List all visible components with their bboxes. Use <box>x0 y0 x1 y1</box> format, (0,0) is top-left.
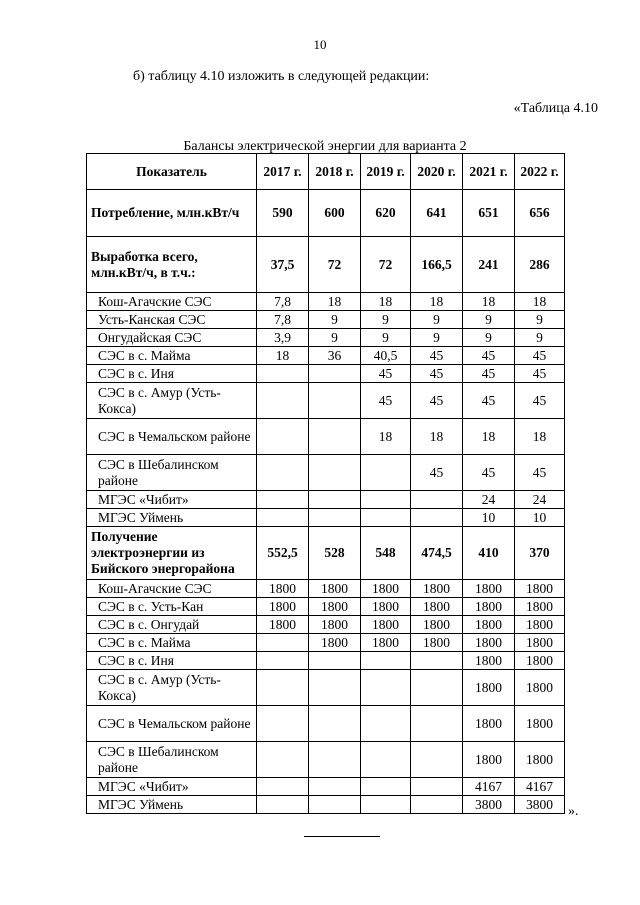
value-cell: 9 <box>411 311 463 329</box>
table-row <box>87 509 565 527</box>
value-cell: 1800 <box>309 634 361 652</box>
value-cell: 620 <box>361 190 411 237</box>
table-row <box>87 419 565 455</box>
value-cell: 1800 <box>515 670 565 706</box>
value-cell <box>361 796 411 814</box>
value-cell: 45 <box>463 455 515 491</box>
value-cell <box>257 383 309 419</box>
header-cell: 2021 г. <box>463 154 515 190</box>
table-row <box>87 706 565 742</box>
value-cell: 474,5 <box>411 527 463 580</box>
row-label: Кош-Агачские СЭС <box>87 580 257 598</box>
row-label: Потребление, млн.кВт/ч <box>87 190 257 237</box>
value-cell: 9 <box>463 329 515 347</box>
row-label: МГЭС Уймень <box>87 796 257 814</box>
value-cell: 9 <box>515 311 565 329</box>
value-cell: 1800 <box>463 670 515 706</box>
value-cell <box>411 509 463 527</box>
value-cell: 1800 <box>411 580 463 598</box>
value-cell: 45 <box>515 365 565 383</box>
value-cell: 552,5 <box>257 527 309 580</box>
value-cell <box>309 509 361 527</box>
value-cell: 45 <box>411 365 463 383</box>
table-reference: «Таблица 4.10 <box>513 101 598 116</box>
row-label: МГЭС «Чибит» <box>87 778 257 796</box>
value-cell: 45 <box>411 383 463 419</box>
value-cell <box>309 706 361 742</box>
value-cell: 548 <box>361 527 411 580</box>
value-cell <box>309 652 361 670</box>
value-cell <box>257 634 309 652</box>
intro-text: б) таблицу 4.10 изложить в следующей редакции: <box>133 69 430 84</box>
header-cell: 2017 г. <box>257 154 309 190</box>
value-cell: 1800 <box>309 580 361 598</box>
value-cell <box>257 419 309 455</box>
value-cell: 7,8 <box>257 293 309 311</box>
value-cell: 45 <box>463 383 515 419</box>
table-row <box>87 796 565 814</box>
value-cell <box>309 796 361 814</box>
value-cell <box>361 778 411 796</box>
table-header-row <box>87 154 565 190</box>
value-cell <box>309 383 361 419</box>
value-cell <box>309 455 361 491</box>
value-cell: 1800 <box>309 616 361 634</box>
value-cell <box>309 365 361 383</box>
value-cell: 10 <box>515 509 565 527</box>
row-label: СЭС в с. Амур (Усть-Кокса) <box>87 670 257 706</box>
row-label: СЭС в Шебалинском районе <box>87 455 257 491</box>
value-cell: 241 <box>463 237 515 293</box>
value-cell <box>257 491 309 509</box>
table-row <box>87 455 565 491</box>
closing-quote: ». <box>568 804 579 819</box>
value-cell: 1800 <box>257 598 309 616</box>
value-cell: 1800 <box>257 616 309 634</box>
value-cell: 1800 <box>361 580 411 598</box>
value-cell <box>361 509 411 527</box>
header-cell: 2018 г. <box>309 154 361 190</box>
value-cell: 1800 <box>309 598 361 616</box>
value-cell: 72 <box>309 237 361 293</box>
value-cell: 656 <box>515 190 565 237</box>
value-cell: 45 <box>411 455 463 491</box>
value-cell: 18 <box>515 293 565 311</box>
table-row <box>87 634 565 652</box>
row-label: МГЭС Уймень <box>87 509 257 527</box>
value-cell <box>411 652 463 670</box>
header-cell: 2022 г. <box>515 154 565 190</box>
row-label: Онгудайская СЭС <box>87 329 257 347</box>
value-cell: 651 <box>463 190 515 237</box>
value-cell: 18 <box>361 293 411 311</box>
value-cell <box>309 491 361 509</box>
value-cell <box>411 796 463 814</box>
value-cell: 18 <box>411 293 463 311</box>
value-cell: 1800 <box>515 580 565 598</box>
header-cell: 2019 г. <box>361 154 411 190</box>
value-cell: 1800 <box>515 742 565 778</box>
value-cell: 9 <box>309 311 361 329</box>
value-cell <box>257 778 309 796</box>
table-caption: Балансы электрической энергии для варианта 2 <box>183 139 467 154</box>
value-cell: 1800 <box>411 616 463 634</box>
value-cell <box>257 652 309 670</box>
table-row <box>87 616 565 634</box>
table-row <box>87 778 565 796</box>
page-number: 10 <box>313 37 327 52</box>
value-cell: 45 <box>515 347 565 365</box>
value-cell <box>361 455 411 491</box>
value-cell: 166,5 <box>411 237 463 293</box>
row-label: СЭС в с. Майма <box>87 347 257 365</box>
row-label: МГЭС «Чибит» <box>87 491 257 509</box>
value-cell: 1800 <box>515 706 565 742</box>
value-cell: 9 <box>411 329 463 347</box>
table-row <box>87 491 565 509</box>
value-cell <box>309 419 361 455</box>
table-row <box>87 383 565 419</box>
value-cell: 9 <box>309 329 361 347</box>
table-row <box>87 742 565 778</box>
value-cell: 1800 <box>361 598 411 616</box>
value-cell <box>257 455 309 491</box>
value-cell: 1800 <box>463 580 515 598</box>
value-cell <box>361 742 411 778</box>
value-cell: 1800 <box>515 616 565 634</box>
value-cell <box>309 742 361 778</box>
table-row <box>87 652 565 670</box>
value-cell <box>257 796 309 814</box>
value-cell: 641 <box>411 190 463 237</box>
value-cell: 9 <box>361 329 411 347</box>
row-label: СЭС в Чемальском районе <box>87 419 257 455</box>
value-cell <box>411 706 463 742</box>
row-label: Кош-Агачские СЭС <box>87 293 257 311</box>
value-cell: 45 <box>463 365 515 383</box>
row-label: Получение электроэнергии из Бийского энергорайона <box>87 527 257 580</box>
value-cell: 45 <box>361 383 411 419</box>
value-cell: 45 <box>361 365 411 383</box>
row-label: Выработка всего, млн.кВт/ч, в т.ч.: <box>87 237 257 293</box>
value-cell: 1800 <box>411 634 463 652</box>
value-cell: 9 <box>463 311 515 329</box>
value-cell: 18 <box>463 293 515 311</box>
value-cell <box>361 652 411 670</box>
value-cell: 7,8 <box>257 311 309 329</box>
value-cell: 1800 <box>257 580 309 598</box>
value-cell: 3800 <box>515 796 565 814</box>
value-cell <box>309 778 361 796</box>
value-cell: 18 <box>257 347 309 365</box>
value-cell: 24 <box>463 491 515 509</box>
value-cell: 24 <box>515 491 565 509</box>
value-cell: 1800 <box>463 598 515 616</box>
value-cell: 600 <box>309 190 361 237</box>
value-cell: 36 <box>309 347 361 365</box>
value-cell: 3800 <box>463 796 515 814</box>
value-cell: 1800 <box>411 598 463 616</box>
value-cell: 4167 <box>515 778 565 796</box>
value-cell: 18 <box>361 419 411 455</box>
value-cell: 10 <box>463 509 515 527</box>
table-row <box>87 190 565 237</box>
value-cell <box>361 706 411 742</box>
value-cell: 9 <box>515 329 565 347</box>
value-cell: 1800 <box>515 634 565 652</box>
header-cell: Показатель <box>87 154 257 190</box>
value-cell: 45 <box>411 347 463 365</box>
value-cell <box>411 670 463 706</box>
table-row <box>87 347 565 365</box>
value-cell <box>257 365 309 383</box>
table-row <box>87 293 565 311</box>
row-label: СЭС в с. Онгудай <box>87 616 257 634</box>
value-cell: 1800 <box>463 742 515 778</box>
value-cell: 410 <box>463 527 515 580</box>
value-cell: 528 <box>309 527 361 580</box>
table-row <box>87 598 565 616</box>
table-row <box>87 329 565 347</box>
value-cell <box>411 778 463 796</box>
value-cell <box>361 491 411 509</box>
table-row <box>87 365 565 383</box>
value-cell: 40,5 <box>361 347 411 365</box>
value-cell: 3,9 <box>257 329 309 347</box>
value-cell: 286 <box>515 237 565 293</box>
value-cell: 18 <box>411 419 463 455</box>
value-cell <box>257 742 309 778</box>
row-label: СЭС в с. Иня <box>87 365 257 383</box>
row-label: СЭС в с. Майма <box>87 634 257 652</box>
row-label: СЭС в Шебалинском районе <box>87 742 257 778</box>
header-cell: 2020 г. <box>411 154 463 190</box>
value-cell: 4167 <box>463 778 515 796</box>
value-cell <box>257 670 309 706</box>
row-label: Усть-Канская СЭС <box>87 311 257 329</box>
energy-balance-table <box>86 153 565 814</box>
value-cell <box>411 742 463 778</box>
value-cell: 72 <box>361 237 411 293</box>
value-cell: 18 <box>515 419 565 455</box>
table-row <box>87 527 565 580</box>
value-cell: 45 <box>515 383 565 419</box>
value-cell: 18 <box>309 293 361 311</box>
row-label: СЭС в с. Амур (Усть-Кокса) <box>87 383 257 419</box>
table-row <box>87 237 565 293</box>
value-cell: 9 <box>361 311 411 329</box>
table-row <box>87 670 565 706</box>
value-cell: 1800 <box>361 634 411 652</box>
value-cell: 37,5 <box>257 237 309 293</box>
value-cell: 1800 <box>463 616 515 634</box>
value-cell: 18 <box>463 419 515 455</box>
value-cell: 1800 <box>361 616 411 634</box>
table-row <box>87 311 565 329</box>
value-cell <box>361 670 411 706</box>
value-cell: 590 <box>257 190 309 237</box>
value-cell: 1800 <box>463 652 515 670</box>
value-cell: 1800 <box>515 652 565 670</box>
value-cell: 45 <box>463 347 515 365</box>
value-cell: 1800 <box>463 706 515 742</box>
value-cell <box>257 509 309 527</box>
row-label: СЭС в с. Усть-Кан <box>87 598 257 616</box>
row-label: СЭС в Чемальском районе <box>87 706 257 742</box>
value-cell <box>309 670 361 706</box>
value-cell <box>411 491 463 509</box>
table-row <box>87 580 565 598</box>
value-cell: 1800 <box>515 598 565 616</box>
row-label: СЭС в с. Иня <box>87 652 257 670</box>
value-cell: 45 <box>515 455 565 491</box>
value-cell <box>257 706 309 742</box>
separator-line <box>304 836 380 837</box>
value-cell: 370 <box>515 527 565 580</box>
value-cell: 1800 <box>463 634 515 652</box>
